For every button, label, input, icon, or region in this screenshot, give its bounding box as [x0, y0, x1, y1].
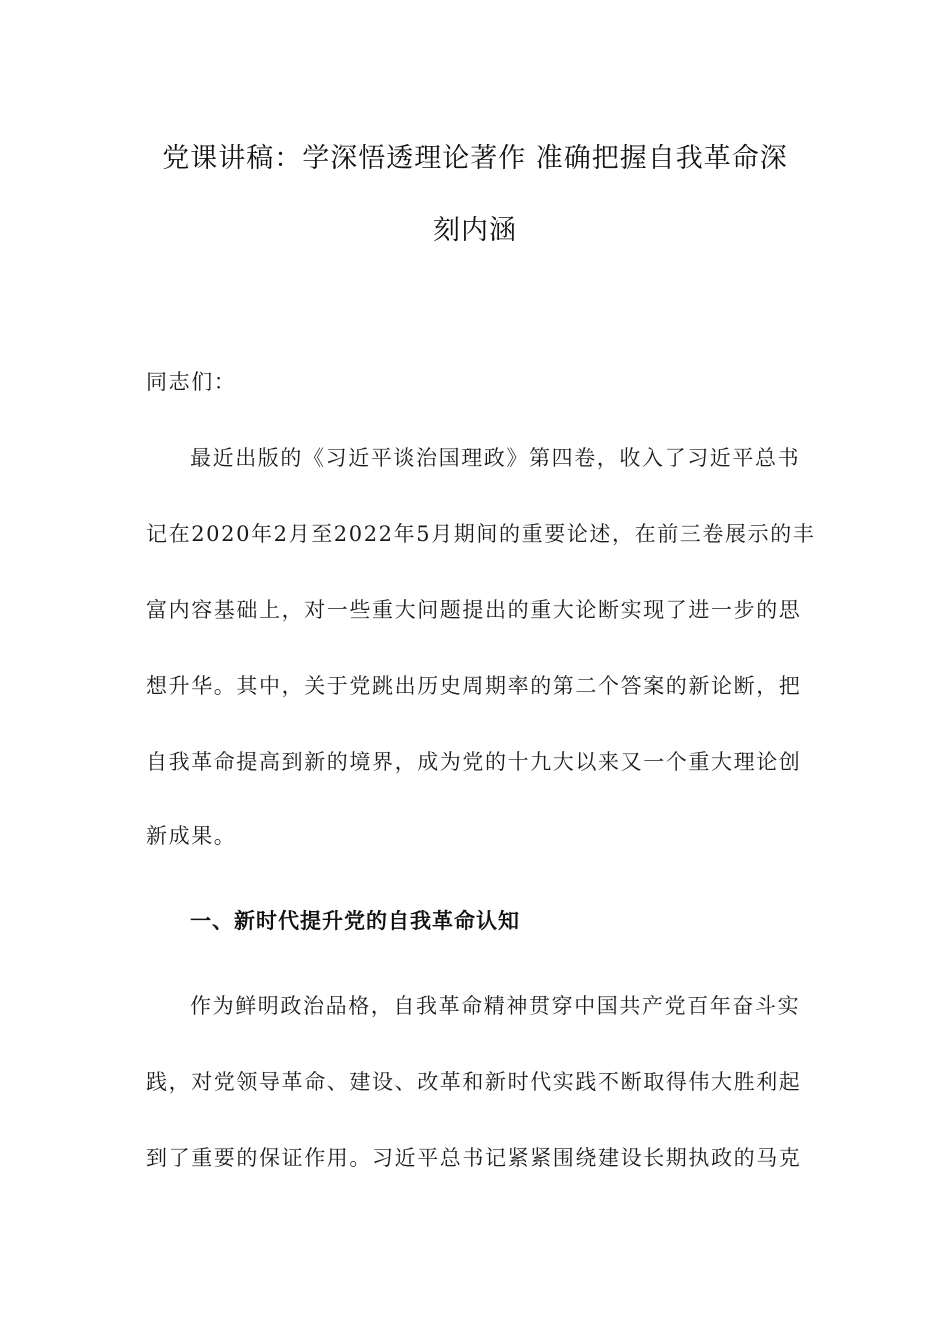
- paragraph-1-line: 新成果。: [146, 824, 237, 848]
- paragraph-1-line: 最近出版的《习近平谈治国理政》第四卷，收入了习近平总书: [190, 446, 801, 470]
- salutation: 同志们：: [146, 370, 237, 394]
- document-title-line-1: 党课讲稿：学深悟透理论著作 准确把握自我革命深: [162, 143, 788, 174]
- document-title-line-2: 刻内涵: [433, 215, 517, 246]
- paragraph-1-line: 记在2020年2月至2022年5月期间的重要论述，在前三卷展示的丰: [146, 522, 816, 546]
- paragraph-1-line: 想升华。其中，关于党跳出历史周期率的第二个答案的新论断，把: [146, 674, 802, 698]
- paragraph-2-line: 到了重要的保证作用。习近平总书记紧紧围绕建设长期执政的马克: [146, 1146, 802, 1170]
- paragraph-1-line: 自我革命提高到新的境界，成为党的十九大以来又一个重大理论创: [146, 750, 802, 774]
- section-1-heading: 一、新时代提升党的自我革命认知: [190, 909, 520, 933]
- paragraph-2-line: 作为鲜明政治品格，自我革命精神贯穿中国共产党百年奋斗实: [190, 994, 801, 1018]
- paragraph-1-line: 富内容基础上，对一些重大问题提出的重大论断实现了进一步的思: [146, 598, 802, 622]
- paragraph-2-line: 践，对党领导革命、建设、改革和新时代实践不断取得伟大胜利起: [146, 1070, 802, 1094]
